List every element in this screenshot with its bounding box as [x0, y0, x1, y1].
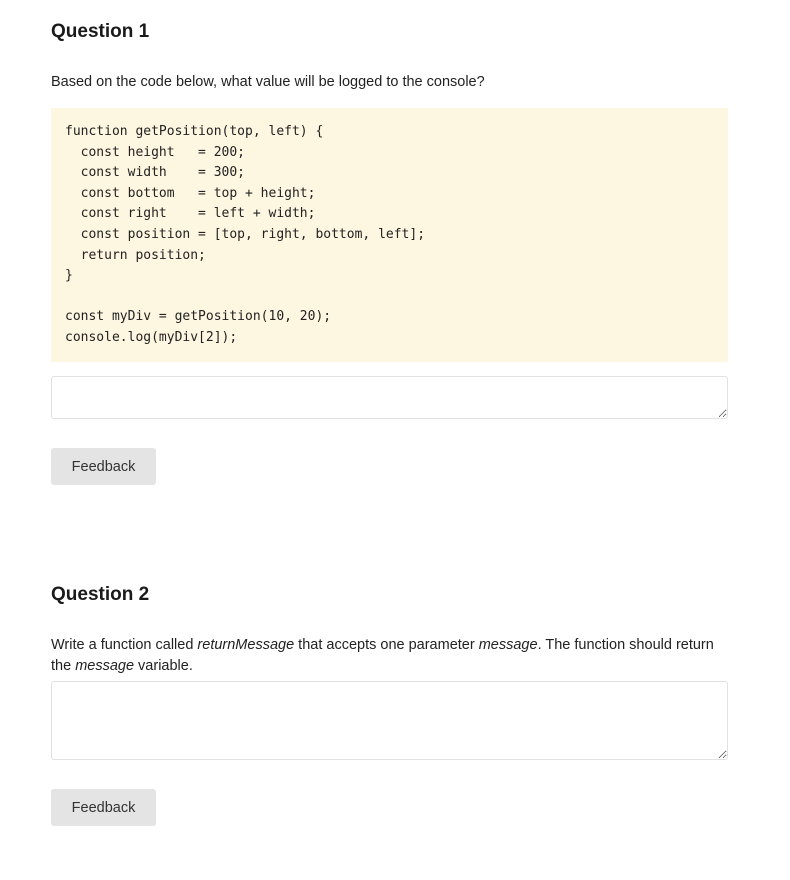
question-2-prompt-text: Write a function called: [51, 637, 198, 653]
code-line: }: [65, 268, 73, 284]
code-line: const myDiv = getPosition(10, 20);: [65, 309, 332, 325]
code-line: const width = 300;: [65, 165, 246, 181]
variable-name-emphasis: message: [75, 658, 135, 674]
parameter-name-emphasis: message: [478, 637, 538, 653]
question-2-feedback-button[interactable]: Feedback: [51, 789, 156, 826]
code-line: function getPosition(top, left) {: [65, 124, 324, 139]
code-line: const height = 200;: [65, 144, 246, 160]
question-1-answer-input[interactable]: [51, 376, 728, 419]
code-line: return position;: [65, 247, 206, 263]
question-1-prompt: Based on the code below, what value will be logged to the console?: [51, 74, 485, 90]
code-line: const bottom = top + height;: [65, 185, 316, 201]
question-2-prompt-text: variable.: [134, 658, 193, 674]
question-1-title: Question 1: [51, 21, 150, 42]
question-2-title: Question 2: [51, 584, 150, 605]
question-2-prompt: [51, 635, 728, 677]
code-line: const right = left + width;: [65, 206, 316, 222]
question-2-prompt-text: . The function should return the: [51, 637, 714, 674]
code-snippet: [65, 122, 714, 349]
code-line: const position = [top, right, bottom, left];: [65, 226, 426, 242]
code-block: [51, 108, 728, 362]
question-2-prompt-text: that accepts one parameter: [294, 637, 479, 653]
function-name-emphasis: returnMessage: [197, 637, 295, 653]
question-1-feedback-button[interactable]: Feedback: [51, 448, 156, 485]
code-line: console.log(myDiv[2]);: [65, 329, 238, 345]
question-2-answer-input[interactable]: [51, 681, 728, 760]
